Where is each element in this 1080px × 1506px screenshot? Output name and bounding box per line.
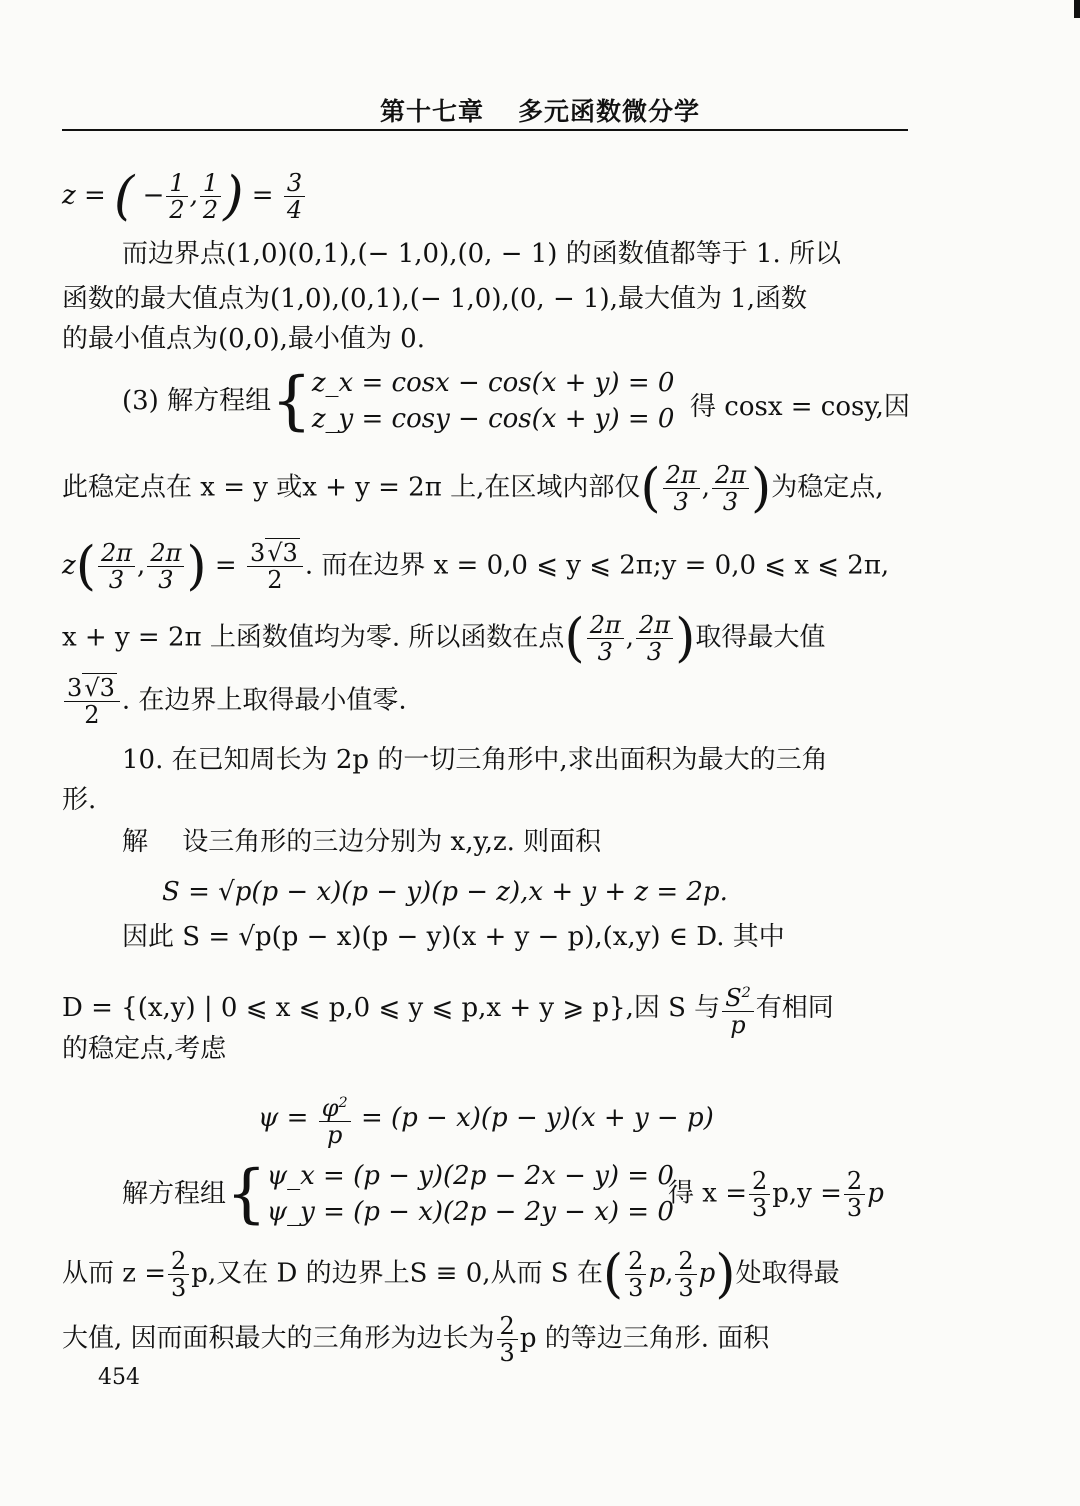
page-number: 454: [98, 1365, 140, 1390]
domain-line: D = {(x,y) | 0 ⩽ x ⩽ p,0 ⩽ y ⩽ p,x + y ⩾ p},因 S 与 $\frac{S^2}{p}$ 有相同: [62, 984, 834, 1039]
header-rule: [62, 129, 908, 131]
chapter-label: 第十七章: [379, 97, 484, 126]
text-line: 形.: [62, 785, 97, 815]
area-formula: S = √p(p − x)(p − y)(p − z),x + y + z = 2p.: [162, 877, 728, 907]
conclusion-line: 从而 z = $\frac{2}{3}$ p,又在 D 的边界上S ≡ 0,从而 S 在( $\frac{2}{3}$ p, $\frac{2}{3}$ p)处取得最: [62, 1244, 840, 1305]
text-line: 函数的最大值点为(1,0),(0,1),(− 1,0),(0, − 1),最大值为 1,函数: [62, 284, 808, 314]
min-value-line: $\frac{3√3}{2}$ . 在边界上取得最小值零.: [62, 675, 407, 728]
text-line: 而边界点(1,0)(0,1),(− 1,0),(0, − 1) 的函数值都等于 1. 所以: [122, 239, 842, 269]
text-line: 的稳定点,考虑: [62, 1034, 227, 1064]
equation-system-psi: 解方程组{ ψ_x = (p − y)(2p − 2x − y) = 0 ψ_y = (p − x)(2p − 2y − x) = 0: [122, 1157, 674, 1231]
text-line: 得 cosx = cosy,因: [690, 392, 910, 422]
boundary-line: x + y = 2π 上函数值均为零. 所以函数在点( $\frac{2\pi}{3}$ , $\frac{2\pi}{3}$ )取得最大值: [62, 608, 826, 669]
text-line: 的最小值点为(0,0),最小值为 0.: [62, 324, 425, 354]
text-line: 因此 S = √p(p − x)(p − y)(x + y − p),(x,y) ∈ D. 其中: [122, 922, 785, 952]
scan-edge-mark: [1074, 0, 1080, 18]
problem-10: 10. 在已知周长为 2p 的一切三角形中,求出面积为最大的三角: [122, 745, 828, 775]
running-header: [0, 92, 1080, 128]
solution-xy: 得 x = $\frac{2}{3}$ p,y = $\frac{2}{3}$ p: [668, 1167, 884, 1222]
max-value-line: z( $\frac{2\pi}{3}$ , $\frac{2\pi}{3}$ ) = $\frac{3√3}{2}$ . 而在边界 x = 0,0 ⩽ y ⩽ 2π;y = 0,0 ⩽ x ⩽ 2π,: [62, 536, 890, 597]
psi-formula: ψ = $\frac{\varphi^2}{p}$ = (p − x)(p − y)(x + y − p): [258, 1094, 714, 1149]
chapter-title: 多元函数微分学: [518, 97, 701, 126]
stable-point-line: 此稳定点在 x = y 或x + y = 2π 上,在区域内部仅( $\frac{2\pi}{3}$ , $\frac{2\pi}{3}$ )为稳定点,: [62, 458, 884, 519]
formula-z-value: z = ( − $\frac{1}{2}$ , $\frac{1}{2}$ ) = $\frac{3}{4}$: [62, 170, 307, 223]
equation-system-3: (3) 解方程组{ z_x = cosx − cos(x + y) = 0 z_y = cosy − cos(x + y) = 0: [122, 364, 675, 438]
final-line: 大值, 因而面积最大的三角形为边长为 $\frac{2}{3}$ p 的等边三角形. 面积: [62, 1312, 770, 1367]
solution-line: 解 设三角形的三边分别为 x,y,z. 则面积: [122, 827, 602, 857]
